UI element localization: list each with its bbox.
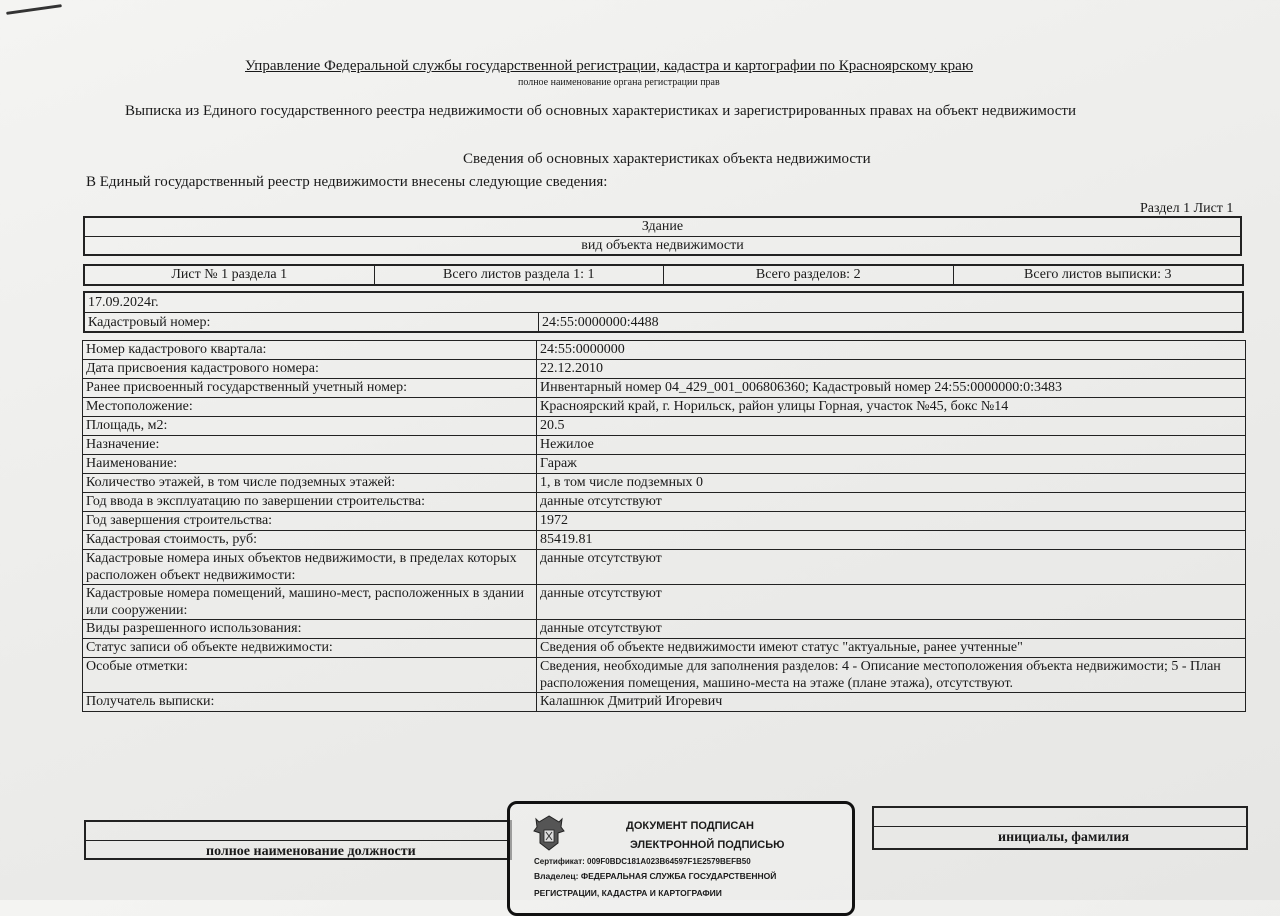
row-value: Сведения, необходимые для заполнения разделов: 4 - Описание местоположения объекта недвижимости; 5 - План расположения помещения, машино-места на этаже (плане этажа), отсутствуют.	[537, 658, 1246, 693]
row-label: Дата присвоения кадастрового номера:	[83, 360, 537, 379]
emblem-icon	[530, 813, 568, 853]
name-caption: инициалы, фамилия	[998, 830, 1130, 845]
extract-title: Выписка из Единого государственного реестра недвижимости об основных характеристиках и зарегистрированных правах на объект недвижимости	[125, 103, 1077, 119]
row-value: 24:55:0000000	[537, 341, 1246, 360]
table-row	[83, 512, 1246, 531]
total-sections: Всего разделов: 2	[663, 266, 953, 284]
table-row	[83, 493, 1246, 512]
table-row	[83, 398, 1246, 417]
intro-text: В Единый государственный реестр недвижимости внесены следующие сведения:	[86, 174, 608, 190]
table-row	[83, 341, 1246, 360]
row-value: данные отсутствуют	[537, 493, 1246, 512]
table-row	[83, 585, 1246, 620]
table-row	[83, 436, 1246, 455]
table-row	[83, 550, 1246, 585]
total-sheets-section: Всего листов раздела 1: 1	[374, 266, 664, 284]
table-row	[83, 455, 1246, 474]
row-value: данные отсутствуют	[537, 585, 1246, 620]
row-label: Кадастровые номера иных объектов недвижимости, в пределах которых расположен объект недвижимости:	[83, 550, 537, 585]
position-field	[84, 820, 512, 860]
row-label: Получатель выписки:	[83, 693, 537, 712]
row-label: Год ввода в эксплуатацию по завершении строительства:	[83, 493, 537, 512]
row-label: Местоположение:	[83, 398, 537, 417]
row-label: Номер кадастрового квартала:	[83, 341, 537, 360]
row-value: данные отсутствуют	[537, 550, 1246, 585]
row-label: Ранее присвоенный государственный учетный номер:	[83, 379, 537, 398]
table-row	[83, 658, 1246, 693]
stamp-owner-1: Владелец: ФЕДЕРАЛЬНАЯ СЛУЖБА ГОСУДАРСТВЕННОЙ	[534, 871, 777, 881]
row-label: Площадь, м2:	[83, 417, 537, 436]
section-heading: Сведения об основных характеристиках объекта недвижимости	[463, 151, 871, 167]
record-box	[83, 291, 1244, 333]
row-value: 85419.81	[537, 531, 1246, 550]
table-row	[83, 360, 1246, 379]
table-row	[83, 620, 1246, 639]
row-label: Кадастровые номера помещений, машино-мест, расположенных в здании или сооружении:	[83, 585, 537, 620]
sheet-number: Лист № 1 раздела 1	[171, 267, 288, 282]
row-label: Назначение:	[83, 436, 537, 455]
row-label: Наименование:	[83, 455, 537, 474]
cadastral-number-value: 24:55:0000000:4488	[542, 315, 659, 330]
electronic-signature-stamp	[507, 801, 855, 916]
row-label: Особые отметки:	[83, 658, 537, 693]
table-row	[83, 417, 1246, 436]
stamp-owner-2: РЕГИСТРАЦИИ, КАДАСТРА И КАРТОГРАФИИ	[534, 888, 722, 898]
table-row	[83, 531, 1246, 550]
row-value: 1972	[537, 512, 1246, 531]
row-value: Красноярский край, г. Норильск, район улицы Горная, участок №45, бокс №14	[537, 398, 1246, 417]
row-value: Инвентарный номер 04_429_001_006806360; Кадастровый номер 24:55:0000000:0:3483	[537, 379, 1246, 398]
row-value: 22.12.2010	[537, 360, 1246, 379]
row-value: Гараж	[537, 455, 1246, 474]
row-value: Сведения об объекте недвижимости имеют статус "актуальные, ранее учтенные"	[537, 639, 1246, 658]
record-date-row	[85, 293, 1242, 312]
section-sheet-label: Раздел 1 Лист 1	[1140, 201, 1234, 216]
row-value: 20.5	[537, 417, 1246, 436]
name-field	[872, 806, 1248, 850]
table-row	[83, 693, 1246, 712]
authority-name: Управление Федеральной службы государственной регистрации, кадастра и картографии по Красноярскому краю	[245, 58, 974, 74]
table-row	[83, 639, 1246, 658]
row-label: Статус записи об объекте недвижимости:	[83, 639, 537, 658]
row-label: Кадастровая стоимость, руб:	[83, 531, 537, 550]
characteristics-table	[82, 340, 1246, 712]
object-type-caption: вид объекта недвижимости	[85, 236, 1240, 255]
stamp-title-1: ДОКУМЕНТ ПОДПИСАН	[626, 820, 754, 832]
record-date: 17.09.2024г.	[88, 295, 159, 310]
row-value: Калашнюк Дмитрий Игоревич	[537, 693, 1246, 712]
authority-caption: полное наименование органа регистрации прав	[518, 77, 720, 88]
table-row	[83, 379, 1246, 398]
table-row	[83, 474, 1246, 493]
sheet-info-row	[83, 264, 1244, 286]
row-label: Год завершения строительства:	[83, 512, 537, 531]
row-label: Виды разрешенного использования:	[83, 620, 537, 639]
object-type-box	[83, 216, 1242, 256]
row-label: Количество этажей, в том числе подземных этажей:	[83, 474, 537, 493]
row-value: данные отсутствуют	[537, 620, 1246, 639]
stamp-certificate: Сертификат: 009F0BDC181A023B64597F1E2579BEFB50	[534, 857, 751, 866]
object-type: Здание	[641, 219, 684, 234]
position-caption: полное наименование должности	[206, 844, 416, 859]
stamp-title-2: ЭЛЕКТРОННОЙ ПОДПИСЬЮ	[630, 839, 785, 851]
pen-mark	[6, 4, 62, 15]
total-sheets-extract: Всего листов выписки: 3	[953, 266, 1243, 284]
row-value: Нежилое	[537, 436, 1246, 455]
row-value: 1, в том числе подземных 0	[537, 474, 1246, 493]
cadastral-number-row	[85, 312, 1242, 332]
cadastral-number-label: Кадастровый номер:	[85, 313, 539, 332]
